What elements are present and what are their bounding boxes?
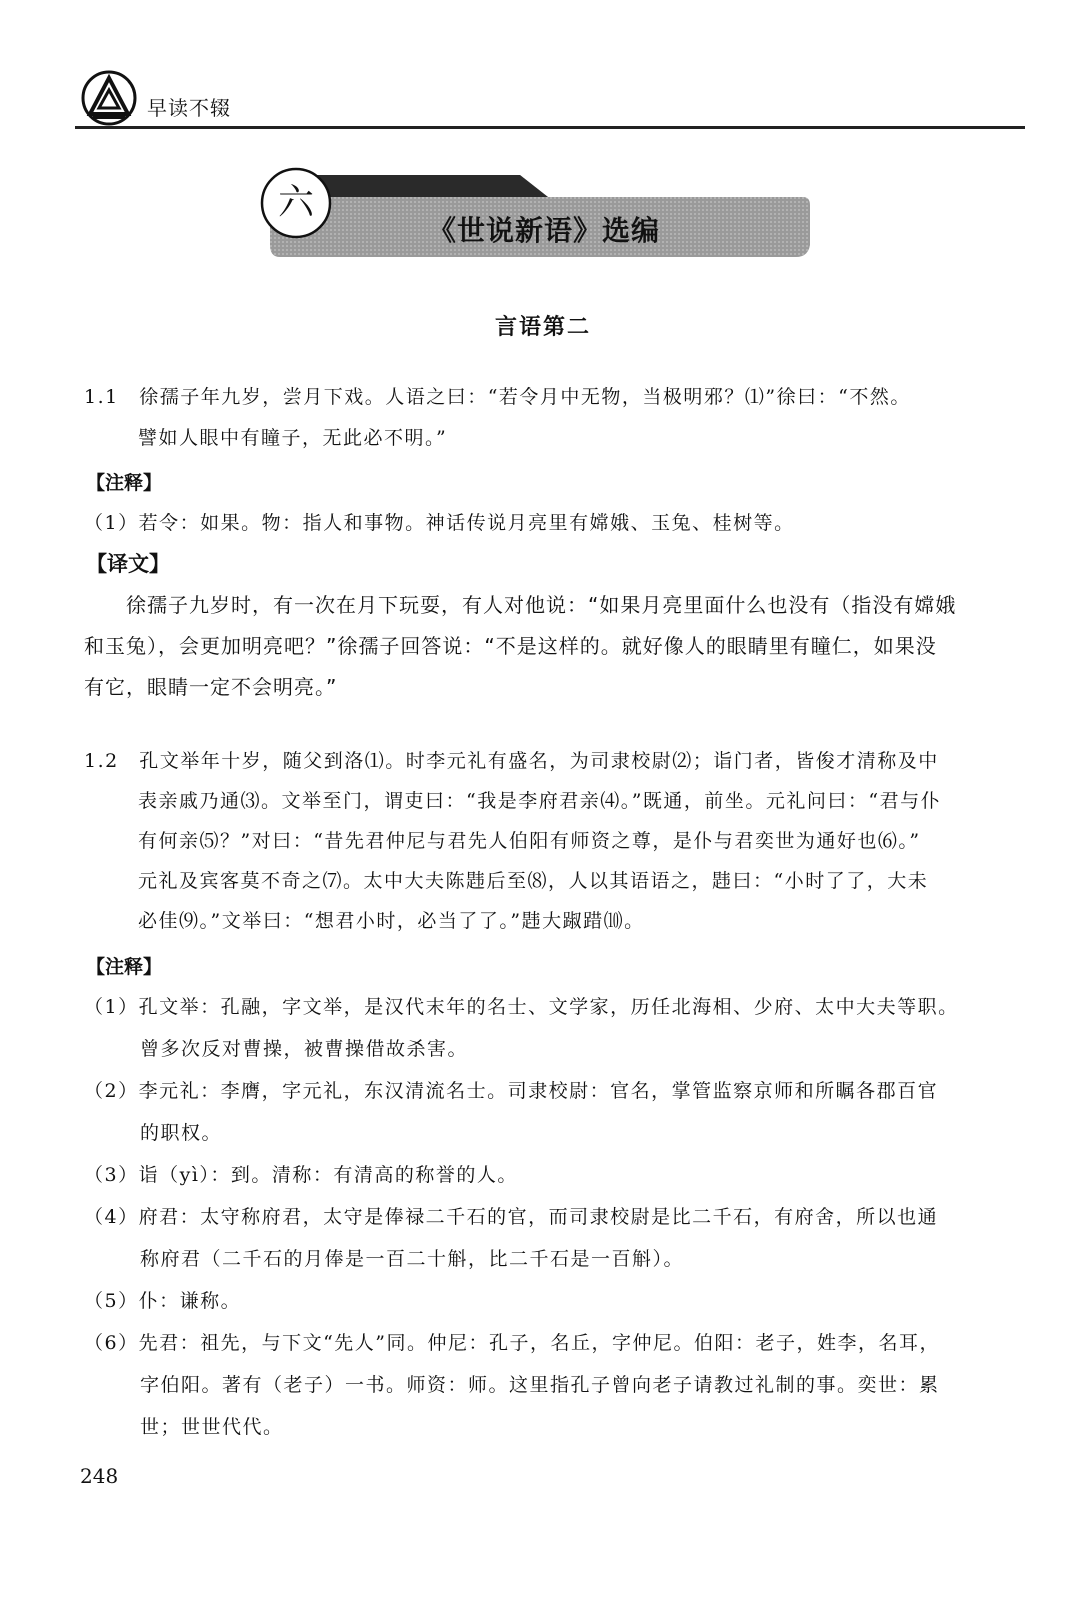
entry-1-2-note-3: （3）诣（yì）：到。清称：有清高的称誉的人。 [84, 1164, 518, 1186]
translation-line-3: 有它，眼睛一定不会明亮。” [84, 675, 338, 699]
chapter-number: 六 [277, 182, 314, 223]
page-header [75, 68, 1025, 130]
entry-1-2-note-5: （5）仆：谦称。 [84, 1290, 242, 1312]
entry-1-2-note-6c: 世；世世代代。 [140, 1416, 284, 1438]
entry-1-2-note-6b: 字伯阳。著有（老子）一书。师资：师。这里指孔子曾向老子请教过礼制的事。奕世：累 [140, 1374, 940, 1396]
translation-label: 【译文】 [86, 552, 170, 576]
entry-1-2-note-2b: 的职权。 [140, 1122, 223, 1144]
entry-1-2-note-4b: 称府君（二千石的月俸是一百二十斛，比二千石是一百斛）。 [140, 1248, 685, 1270]
entry-1-2-line-1: 1.2 孔文举年十岁，随父到洛⑴。时李元礼有盛名，为司隶校尉⑵；诣门者，皆俊才清称及中 [84, 750, 939, 772]
notes-label-2: 【注释】 [86, 956, 163, 978]
publisher-logo-icon [81, 70, 137, 126]
entry-1-2-note-4a: （4）府君：太守称府君，太守是俸禄二千石的官，而司隶校尉是比二千石，有府舍，所以也通 [84, 1206, 939, 1228]
entry-1-1-line-2: 譬如人眼中有瞳子，无此必不明。” [138, 427, 448, 449]
entry-1-2-line-5: 必佳⑼。”文举曰：“想君小时，必当了了。”韪大踧踖⑽。 [138, 910, 645, 932]
entry-1-2-line-4: 元礼及宾客莫不奇之⑺。太中大夫陈韪后至⑻，人以其语语之，韪曰：“小时了了，大未 [138, 870, 929, 892]
entry-1-2-note-6a: （6）先君：祖先，与下文“先人”同。仲尼：孔子，名丘，字仲尼。伯阳：老子，姓李，名耳， [84, 1332, 941, 1354]
page-number: 248 [80, 1464, 119, 1488]
entry-1-2-line-3: 有何亲⑸？”对曰：“昔先君仲尼与君先人伯阳有师资之尊，是仆与君奕世为通好也⑹。” [138, 830, 921, 852]
entry-1-2-note-1a: （1）孔文举：孔融，字文举，是汉代末年的名士、文学家，历任北海相、少府、太中大夫等职。 [84, 996, 959, 1018]
notes-label-1: 【注释】 [86, 472, 163, 494]
chapter-banner [258, 165, 810, 267]
entry-1-1-note-1: （1）若令：如果。物：指人和事物。神话传说月亮里有嫦娥、玉兔、桂树等。 [84, 512, 795, 534]
header-title: 早读不辍 [147, 96, 231, 120]
translation-line-1: 徐孺子九岁时，有一次在月下玩耍，有人对他说：“如果月亮里面什么也没有（指没有嫦娥 [84, 593, 957, 617]
entry-1-2-note-2a: （2）李元礼：李膺，字元礼，东汉清流名士。司隶校尉：官名，掌管监察京师和所瞩各郡百官 [84, 1080, 939, 1102]
section-heading: 言语第二 [494, 315, 591, 340]
entry-1-2-note-1b: 曾多次反对曹操，被曹操借故杀害。 [140, 1038, 469, 1060]
translation-line-2: 和玉兔），会更加明亮吧？”徐孺子回答说：“不是这样的。就好像人的眼睛里有瞳仁，如果没 [84, 634, 937, 658]
chapter-title: 《世说新语》选编 [428, 214, 661, 247]
entry-1-2-line-2: 表亲戚乃通⑶。文举至门，谓吏曰：“我是李府君亲⑷。”既通，前坐。元礼问曰：“君与仆 [138, 790, 942, 812]
header-rule [75, 126, 1025, 129]
entry-1-1-line-1: 1.1 徐孺子年九岁，尝月下戏。人语之曰：“若令月中无物，当极明邪？⑴”徐曰：“不然。 [84, 386, 911, 408]
